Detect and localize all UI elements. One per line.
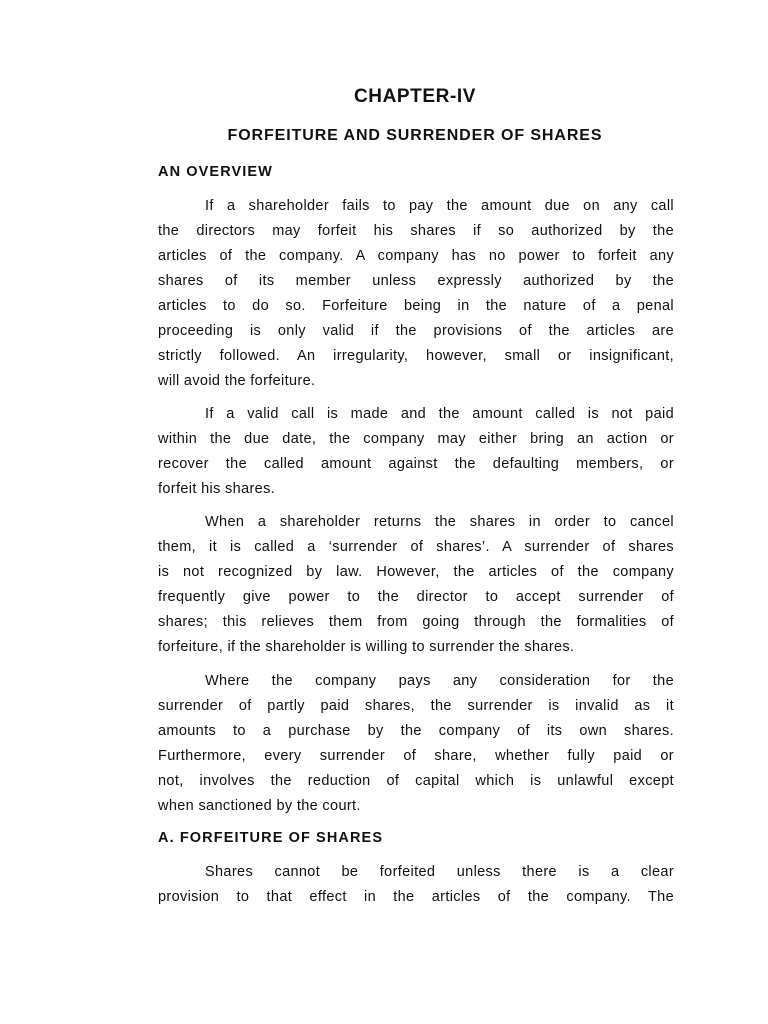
paragraph-overview-4 xyxy=(158,669,674,819)
text-line: provision to that effect in the articles of the company. The xyxy=(158,889,674,905)
text-line: them, it is called a ‘surrender of shares’. A surrender of shares xyxy=(158,539,674,555)
text-line: shares; this relieves them from going through the formalities of xyxy=(158,614,674,630)
text-line: shares of its member unless expressly authorized by the xyxy=(158,273,674,289)
paragraph-overview-2 xyxy=(158,402,674,502)
text-line: proceeding is only valid if the provisions of the articles are xyxy=(158,323,674,339)
section-heading-overview: AN OVERVIEW xyxy=(158,164,273,180)
text-line: when sanctioned by the court. xyxy=(158,798,361,814)
text-line: will avoid the forfeiture. xyxy=(158,373,316,389)
text-line: If a shareholder fails to pay the amount due on any call xyxy=(205,198,674,214)
text-line: within the due date, the company may either bring an action or xyxy=(158,431,674,447)
text-line: recover the called amount against the defaulting members, or xyxy=(158,456,674,472)
text-line: not, involves the reduction of capital which is unlawful except xyxy=(158,773,674,789)
text-line: Furthermore, every surrender of share, whether fully paid or xyxy=(158,748,674,764)
text-line: articles to do so. Forfeiture being in the nature of a penal xyxy=(158,298,674,314)
paragraph-forfeiture-1 xyxy=(158,860,674,910)
text-line: amounts to a purchase by the company of its own shares. xyxy=(158,723,674,739)
text-line: Where the company pays any consideration for the xyxy=(205,673,674,689)
text-line: frequently give power to the director to accept surrender of xyxy=(158,589,674,605)
text-line: articles of the company. A company has no power to forfeit any xyxy=(158,248,674,264)
text-line: surrender of partly paid shares, the surrender is invalid as it xyxy=(158,698,674,714)
text-line: If a valid call is made and the amount called is not paid xyxy=(205,406,674,422)
chapter-title: CHAPTER-IV xyxy=(353,86,477,107)
text-line: the directors may forfeit his shares if so authorized by the xyxy=(158,223,674,239)
text-line: forfeiture, if the shareholder is willing to surrender the shares. xyxy=(158,639,575,655)
text-line: When a shareholder returns the shares in order to cancel xyxy=(205,514,674,530)
section-heading-forfeiture: A. FORFEITURE OF SHARES xyxy=(158,830,384,846)
text-line: Shares cannot be forfeited unless there is a clear xyxy=(205,864,674,880)
text-line: forfeit his shares. xyxy=(158,481,276,497)
text-line: strictly followed. An irregularity, however, small or insignificant, xyxy=(158,348,674,364)
paragraph-overview-1 xyxy=(158,194,674,394)
paragraph-overview-3 xyxy=(158,510,674,660)
chapter-subtitle: FORFEITURE AND SURRENDER OF SHARES xyxy=(227,127,603,144)
text-line: is not recognized by law. However, the articles of the company xyxy=(158,564,674,580)
